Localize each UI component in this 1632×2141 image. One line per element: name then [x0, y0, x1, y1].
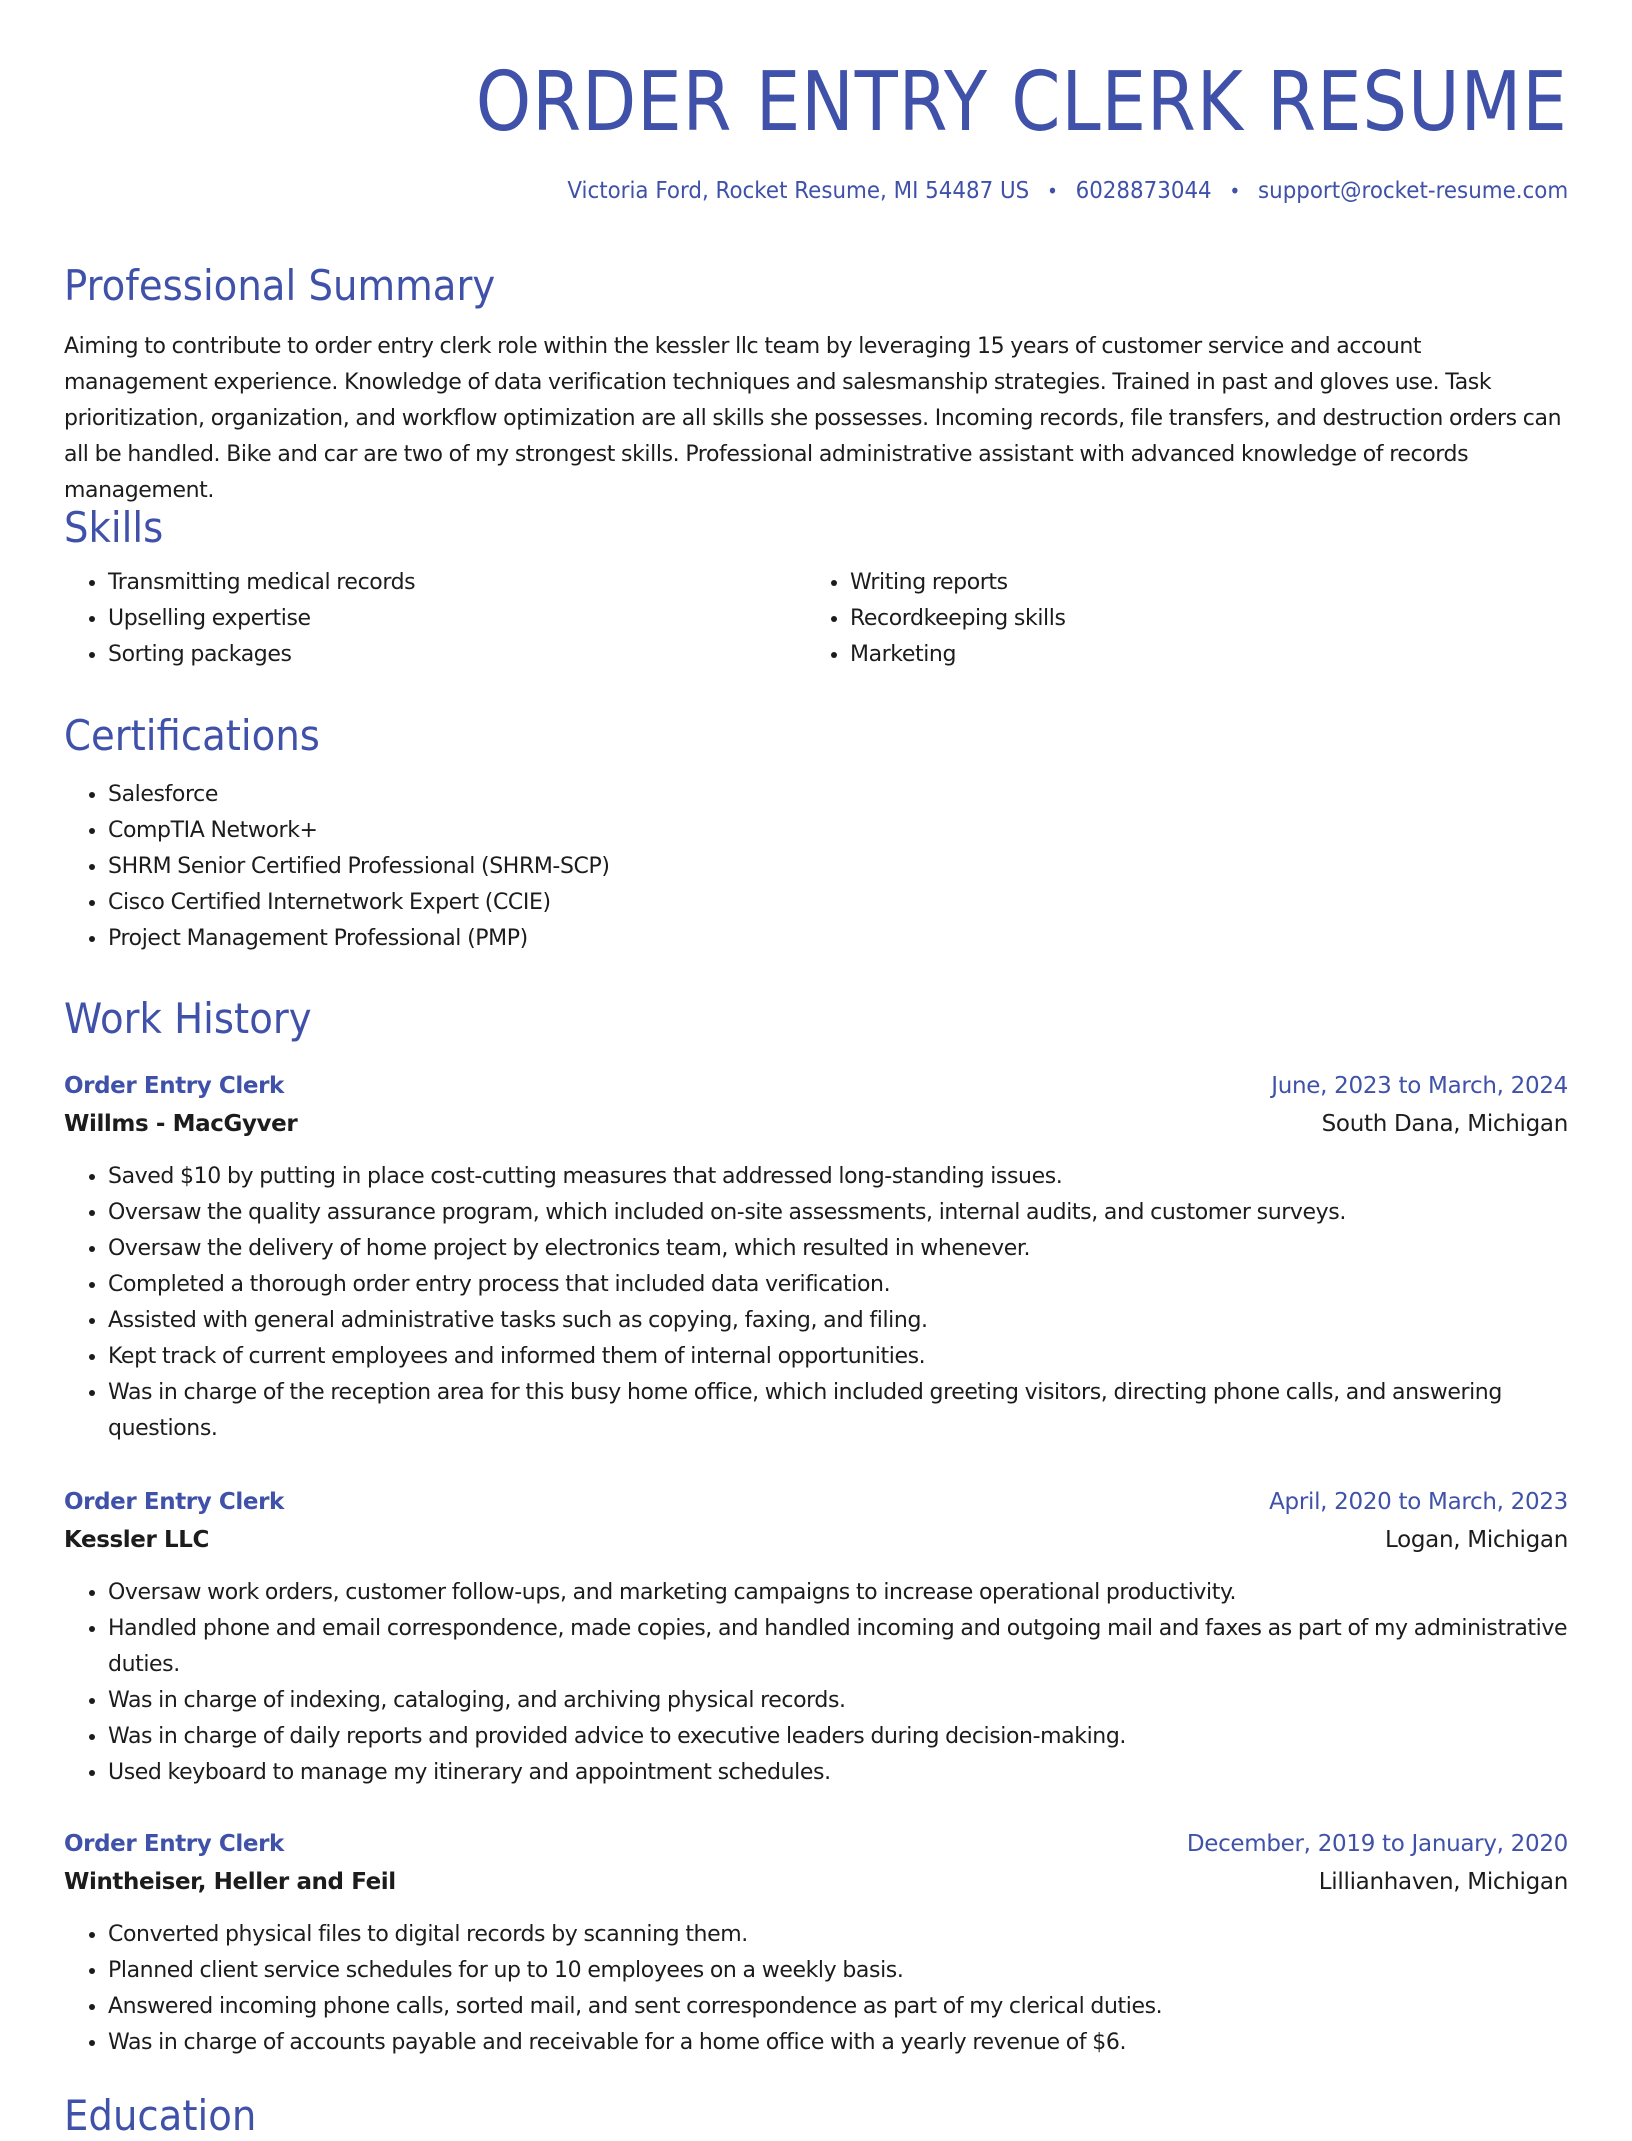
skills-column-right [806, 565, 1548, 673]
job-location: South Dana, Michigan [1321, 1111, 1568, 1137]
skills-section [64, 503, 1568, 673]
skill-item: • Marketing [850, 637, 1548, 673]
job-dates: June, 2023 to March, 2024 [1271, 1073, 1568, 1099]
job-bullets [64, 1917, 1568, 2061]
job-company-row [64, 1521, 1568, 1559]
summary-text: Aiming to contribute to order entry clerk role within the kessler llc team by leveraging 15 years of customer service and account management experience. Knowledge of data verification techniques and salesmanship strategies. Trained in past and gloves use. Task prioritization, organization, and workflow optimization are all skills she possesses. Incoming records, file transfers, and destruction orders can all be handled. Bike and car are two of my strongest skills. Professional administrative assistant with advanced knowledge of records management. [64, 334, 1562, 504]
job-bullet: • Completed a thorough order entry process that included data verification. [108, 1267, 1568, 1303]
job-header-row [64, 1067, 1568, 1105]
skills-grid [64, 565, 1568, 673]
job-location: Lillianhaven, Michigan [1318, 1869, 1568, 1895]
job-bullet: • Planned client service schedules for up to 10 employees on a weekly basis. [108, 1953, 1568, 1989]
job-bullet: • Was in charge of accounts payable and receivable for a home office with a yearly revenue of $6. [108, 2025, 1568, 2061]
skills-list-left [64, 565, 806, 673]
job-entry [64, 1825, 1568, 2061]
contact-address: Victoria Ford, Rocket Resume, MI 54487 US [567, 178, 1030, 204]
certification-item: • SHRM Senior Certified Professional (SHRM-SCP) [108, 849, 1568, 885]
job-bullet: • Oversaw the quality assurance program, which included on-site assessments, internal audits, and customer surveys. [108, 1195, 1568, 1231]
certification-item: • Cisco Certified Internetwork Expert (CCIE) [108, 885, 1568, 921]
contact-email[interactable]: support@rocket-resume.com [1257, 178, 1568, 204]
job-dates: April, 2020 to March, 2023 [1269, 1489, 1568, 1515]
summary-heading: Professional Summary [64, 261, 496, 310]
contact-separator: • [1229, 179, 1241, 203]
job-company-row [64, 1105, 1568, 1143]
contact-separator: • [1046, 179, 1058, 203]
job-bullet: • Saved $10 by putting in place cost-cutting measures that addressed long-standing issues. [108, 1159, 1568, 1195]
skill-item: • Writing reports [850, 565, 1548, 601]
job-dates: December, 2019 to January, 2020 [1186, 1831, 1568, 1857]
job-title: Order Entry Clerk [64, 1831, 284, 1857]
job-bullet: • Assisted with general administrative tasks such as copying, faxing, and filing. [108, 1303, 1568, 1339]
certification-item: • Salesforce [108, 777, 1568, 813]
work-history-section [64, 994, 1568, 1044]
skill-item: • Recordkeeping skills [850, 601, 1548, 637]
job-bullet: • Converted physical files to digital records by scanning them. [108, 1917, 1568, 1953]
job-company: Wintheiser, Heller and Feil [64, 1869, 396, 1895]
job-bullet: • Was in charge of indexing, cataloging, and archiving physical records. [108, 1683, 1568, 1719]
job-bullet: • Answered incoming phone calls, sorted mail, and sent correspondence as part of my clerical duties. [108, 1989, 1568, 2025]
job-entry [64, 1483, 1568, 1791]
contact-line [567, 178, 1568, 204]
job-title: Order Entry Clerk [64, 1489, 284, 1515]
contact-phone: 6028873044 [1075, 178, 1212, 204]
job-company-row [64, 1863, 1568, 1901]
certification-item: • Project Management Professional (PMP) [108, 921, 1568, 957]
job-bullet: • Was in charge of the reception area for this busy home office, which included greeting visitors, directing phone calls, and answering questions. [108, 1375, 1568, 1447]
job-bullet: • Handled phone and email correspondence, made copies, and handled incoming and outgoing mail and faxes as part of my administrative duties. [108, 1611, 1568, 1683]
job-bullet: • Oversaw work orders, customer follow-ups, and marketing campaigns to increase operational productivity. [108, 1575, 1568, 1611]
skills-heading: Skills [64, 503, 164, 552]
summary-section [64, 261, 1568, 509]
certifications-list [64, 777, 1568, 957]
skill-item: • Upselling expertise [108, 601, 806, 637]
job-bullets [64, 1575, 1568, 1791]
job-company: Kessler LLC [64, 1527, 210, 1553]
job-bullets [64, 1159, 1568, 1447]
job-bullet: • Kept track of current employees and informed them of internal opportunities. [108, 1339, 1568, 1375]
work-history-heading: Work History [64, 994, 312, 1043]
certifications-heading: Certifications [64, 711, 320, 760]
job-header-row [64, 1825, 1568, 1863]
skill-item: • Transmitting medical records [108, 565, 806, 601]
job-company: Willms - MacGyver [64, 1111, 298, 1137]
job-header-row [64, 1483, 1568, 1521]
certifications-section [64, 711, 1568, 957]
skill-item: • Sorting packages [108, 637, 806, 673]
education-heading: Education [64, 2091, 257, 2140]
job-title: Order Entry Clerk [64, 1073, 284, 1099]
certification-item: • CompTIA Network+ [108, 813, 1568, 849]
job-entry [64, 1067, 1568, 1447]
job-bullet: • Was in charge of daily reports and provided advice to executive leaders during decision-making. [108, 1719, 1568, 1755]
education-section [64, 2091, 1568, 2141]
resume-title: ORDER ENTRY CLERK RESUME [476, 55, 1568, 150]
skills-list-right [806, 565, 1548, 673]
skills-column-left [64, 565, 806, 673]
job-bullet: • Used keyboard to manage my itinerary and appointment schedules. [108, 1755, 1568, 1791]
job-location: Logan, Michigan [1385, 1527, 1568, 1553]
job-bullet: • Oversaw the delivery of home project by electronics team, which resulted in whenever. [108, 1231, 1568, 1267]
